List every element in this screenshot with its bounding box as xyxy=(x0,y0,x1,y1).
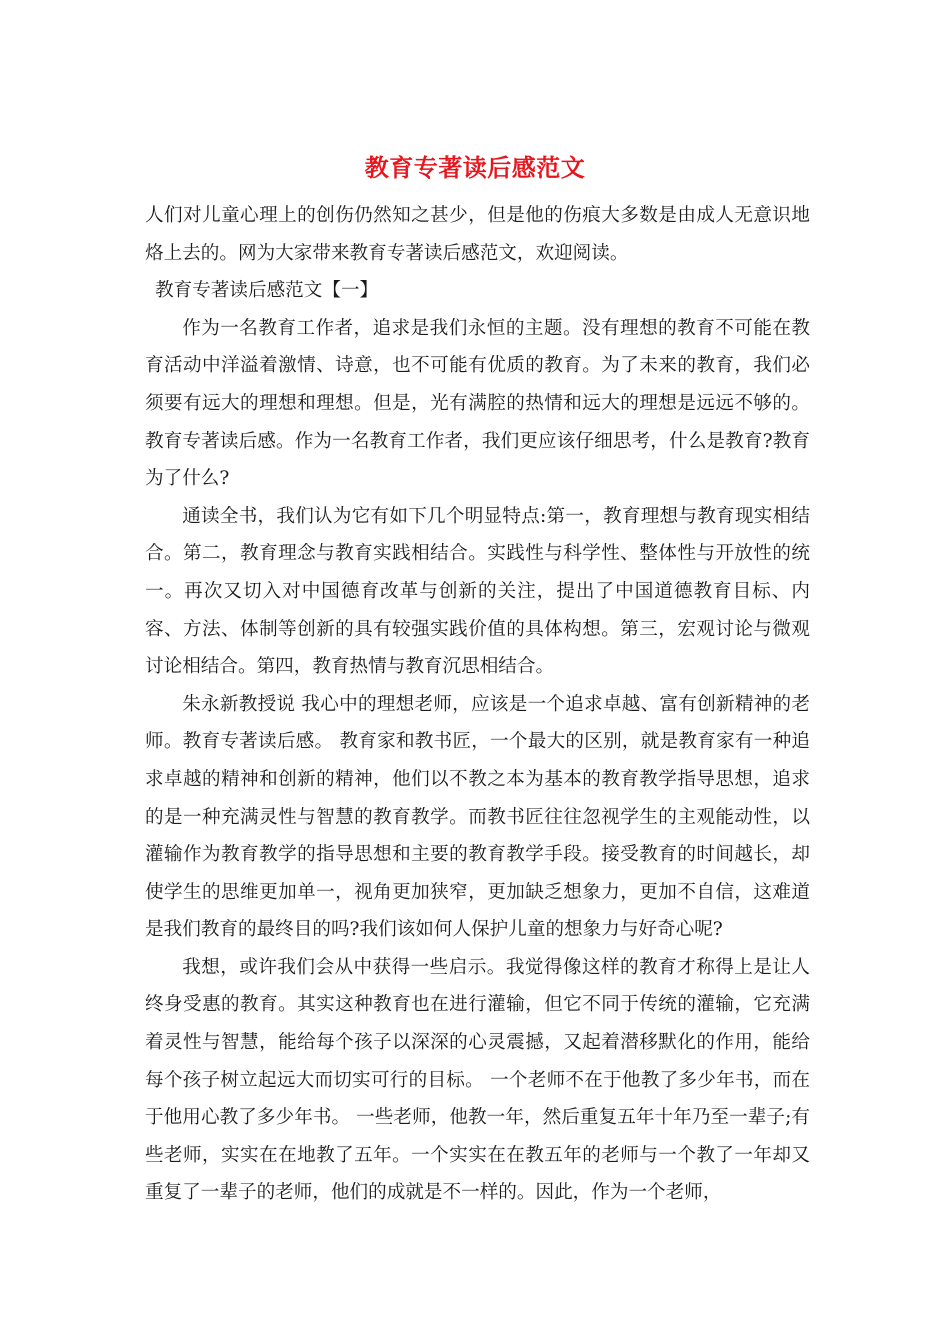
document-body xyxy=(145,197,810,1212)
intro-paragraph: 人们对儿童心理上的创伤仍然知之甚少，但是他的伤痕大多数是由成人无意识地烙上去的。网为大家带来教育专著读后感范文，欢迎阅读。 xyxy=(145,205,810,264)
paragraph: 通读全书，我们认为它有如下几个明显特点:第一，教育理想与教育现实相结合。第二，教育理念与教育实践相结合。实践性与科学性、整体性与开放性的统一。再次又切入对中国德育改革与创新的关注，提出了中国道德教育目标、内容、方法、体制等创新的具有较强实践价值的具体构想。第三，宏观讨论与微观讨论相结合。第四，教育热情与教育沉思相结合。 xyxy=(145,505,810,678)
paragraph: 作为一名教育工作者，追求是我们永恒的主题。没有理想的教育不可能在教育活动中洋溢着激情、诗意，也不可能有优质的教育。为了未来的教育，我们必须要有远大的理想和理想。但是，光有满腔的热情和远大的理想是远远不够的。教育专著读后感。作为一名教育工作者，我们更应该仔细思考，什么是教育?教育为了什么? xyxy=(145,317,810,490)
paragraph: 我想，或许我们会从中获得一些启示。我觉得像这样的教育才称得上是让人终身受惠的教育。其实这种教育也在进行灌输，但它不同于传统的灌输，它充满着灵性与智慧，能给每个孩子以深深的心灵震撼，又起着潜移默化的作用，能给每个孩子树立起远大而切实可行的目标。 一个老师不在于他教了多少年书，而在于他用心教了多少年书。 一些老师，他教一年，然后重复五年十年乃至一辈子;有些老师，实实在在地教了五年。一个实实在在教五年的老师与一个教了一年却又重复了一辈子的老师，他们的成就是不一样的。因此，作为一个老师， xyxy=(145,956,810,1204)
section-heading: 教育专著读后感范文【一】 xyxy=(155,280,379,302)
paragraph: 朱永新教授说 我心中的理想老师，应该是一个追求卓越、富有创新精神的老师。教育专著读后感。 教育家和教书匠，一个最大的区别，就是教育家有一种追求卓越的精神和创新的精神，他们以不教之本为基本的教育教学指导思想，追求的是一种充满灵性与智慧的教育教学。而教书匠往往忽视学生的主观能动性，以灌输作为教育教学的指导思想和主要的教育教学手段。接受教育的时间越长，却使学生的思维更加单一，视角更加狭窄，更加缺乏想象力，更加不自信，这难道是我们教育的最终目的吗?我们该如何人保护儿童的想象力与好奇心呢? xyxy=(145,693,810,941)
document-title: 教育专著读后感范文 xyxy=(364,153,586,182)
